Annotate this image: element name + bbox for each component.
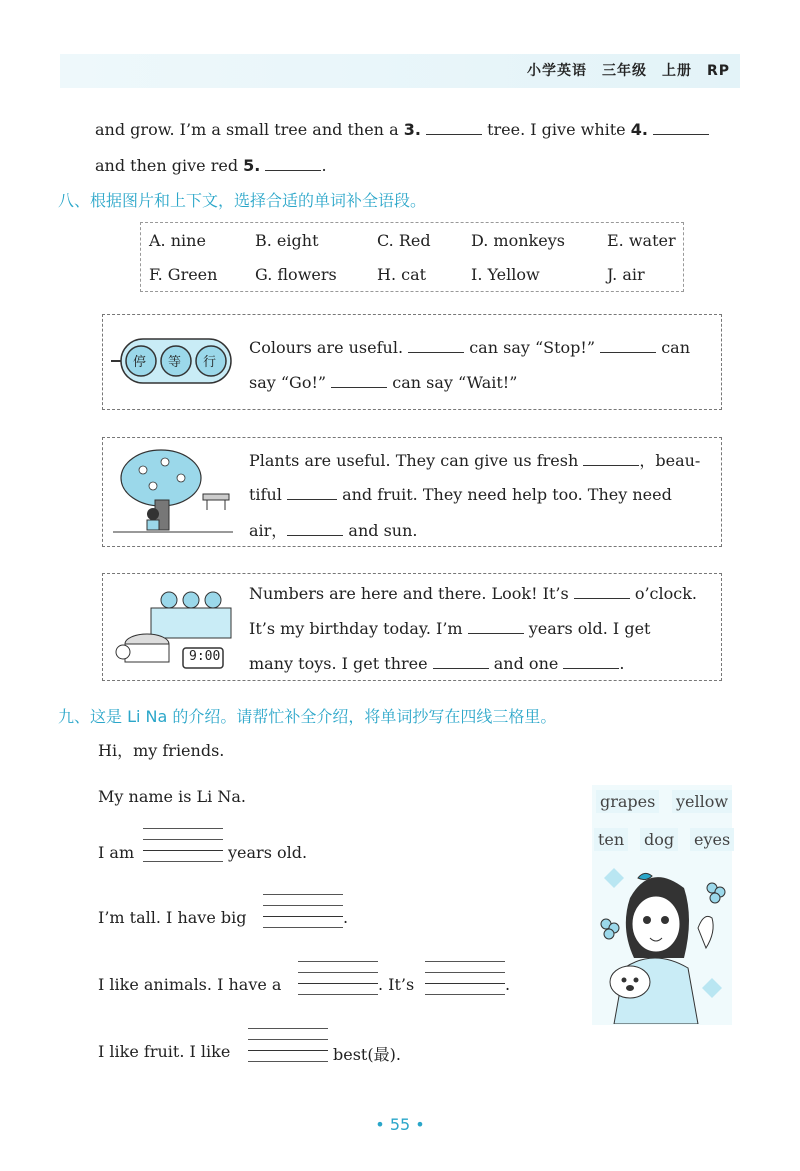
text: and sun. — [343, 521, 418, 540]
tall-line-b: . — [343, 908, 349, 927]
option-g: G. flowers — [255, 265, 337, 284]
clock-readout: 9:00 — [189, 649, 221, 664]
four-line-grid-eyes[interactable] — [263, 894, 343, 928]
text: and fruit. They need help too. They need — [336, 485, 672, 504]
options-box — [140, 222, 684, 292]
sign-stop: 停 — [133, 355, 147, 370]
blank-3[interactable] — [426, 118, 482, 135]
word-ten: ten — [594, 828, 628, 851]
card2-line-2 — [249, 483, 672, 504]
intro-text: and then give red — [95, 156, 244, 175]
card-colours — [102, 314, 722, 410]
text: can say “Wait!” — [387, 373, 518, 392]
card1-line-2 — [249, 371, 517, 392]
card1-line-1 — [249, 336, 690, 357]
sign-go: 行 — [203, 355, 217, 370]
text: Plants are useful. They can give us fresh — [249, 451, 584, 470]
text: . — [619, 654, 625, 673]
word-dog: dog — [640, 828, 678, 851]
card-numbers — [102, 573, 722, 681]
text: ，beau- — [639, 451, 701, 470]
blank-c2-3[interactable] — [287, 519, 343, 536]
option-h: H. cat — [377, 265, 427, 284]
card-plants — [102, 437, 722, 547]
text: tiful — [249, 485, 287, 504]
blank-c3-3[interactable] — [433, 652, 489, 669]
animal-line-a: I like animals. I have a — [98, 975, 282, 994]
intro-line-1 — [95, 118, 709, 139]
option-f: F. Green — [149, 265, 218, 284]
word-grapes: grapes — [596, 790, 659, 813]
option-e: E. water — [607, 231, 676, 250]
blank-4[interactable] — [653, 118, 709, 135]
blank-c2-2[interactable] — [287, 483, 337, 500]
card3-line-2 — [249, 617, 650, 638]
four-line-grid-age[interactable] — [143, 828, 223, 862]
word-eyes: eyes — [690, 828, 734, 851]
girl-with-dog-illustration — [594, 858, 732, 1024]
age-line-b: years old. — [228, 843, 308, 862]
blank-c1-2[interactable] — [600, 336, 656, 353]
fruit-line-a: I like fruit. I like — [98, 1042, 231, 1061]
period: . — [321, 156, 327, 175]
intro-text: and grow. I’m a small tree and then a — [95, 120, 404, 139]
option-d: D. monkeys — [471, 231, 565, 250]
section-8-title: 八、根据图片和上下文，选择合适的单词补全语段。 — [58, 191, 427, 210]
tree-icon — [113, 444, 237, 540]
text: Colours are useful. — [249, 338, 409, 357]
text: can say “Stop!” — [464, 338, 601, 357]
blank-c2-1[interactable] — [583, 449, 639, 466]
card3-line-3 — [249, 652, 625, 673]
animal-line-c: . — [505, 975, 511, 994]
header-text: 小学英语 三年级 上册 RP — [526, 63, 730, 79]
tall-line-a: I’m tall. I have big — [98, 908, 247, 927]
option-i: I. Yellow — [471, 265, 540, 284]
card3-line-1 — [249, 582, 697, 603]
option-b: B. eight — [255, 231, 319, 250]
four-line-grid-animal[interactable] — [298, 961, 378, 995]
section-9-title: 九、这是 Li Na 的介绍。请帮忙补全介绍，将单词抄写在四线三格里。 — [58, 707, 557, 726]
option-a: A. nine — [149, 231, 206, 250]
blank-5[interactable] — [265, 154, 321, 171]
blank-c3-1[interactable] — [574, 582, 630, 599]
age-line-a: I am — [98, 843, 135, 862]
option-j: J. air — [607, 265, 645, 284]
text: air， — [249, 521, 288, 540]
text: It’s my birthday today. I’m — [249, 619, 468, 638]
text: can — [656, 338, 691, 357]
blank-c3-2[interactable] — [468, 617, 524, 634]
intro-line-2 — [95, 154, 327, 175]
blank-number-5: 5. — [243, 156, 261, 175]
card2-line-1 — [249, 448, 700, 471]
animal-line-b: . It’s — [378, 975, 415, 994]
page-number: • 55 • — [375, 1115, 425, 1134]
name-line: My name is Li Na. — [98, 787, 246, 806]
text: say “Go!” — [249, 373, 332, 392]
blank-number-3: 3. — [403, 120, 421, 139]
text: Numbers are here and there. Look! It’s — [249, 584, 574, 603]
four-line-grid-colour[interactable] — [425, 961, 505, 995]
text: and one — [488, 654, 564, 673]
card2-line-3 — [249, 518, 417, 541]
text: many toys. I get three — [249, 654, 433, 673]
text: o’clock. — [629, 584, 698, 603]
blank-c1-3[interactable] — [331, 371, 387, 388]
blank-c1-1[interactable] — [408, 336, 464, 353]
word-yellow: yellow — [672, 790, 732, 813]
four-line-grid-fruit[interactable] — [248, 1028, 328, 1062]
text: years old. I get — [523, 619, 651, 638]
blank-c3-4[interactable] — [563, 652, 619, 669]
blank-number-4: 4. — [630, 120, 648, 139]
sign-wait: 等 — [168, 355, 182, 370]
fruit-line-b: best(最). — [333, 1045, 401, 1064]
option-c: C. Red — [377, 231, 431, 250]
greeting: Hi，my friends. — [98, 741, 225, 760]
intro-text: tree. I give white — [482, 120, 631, 139]
